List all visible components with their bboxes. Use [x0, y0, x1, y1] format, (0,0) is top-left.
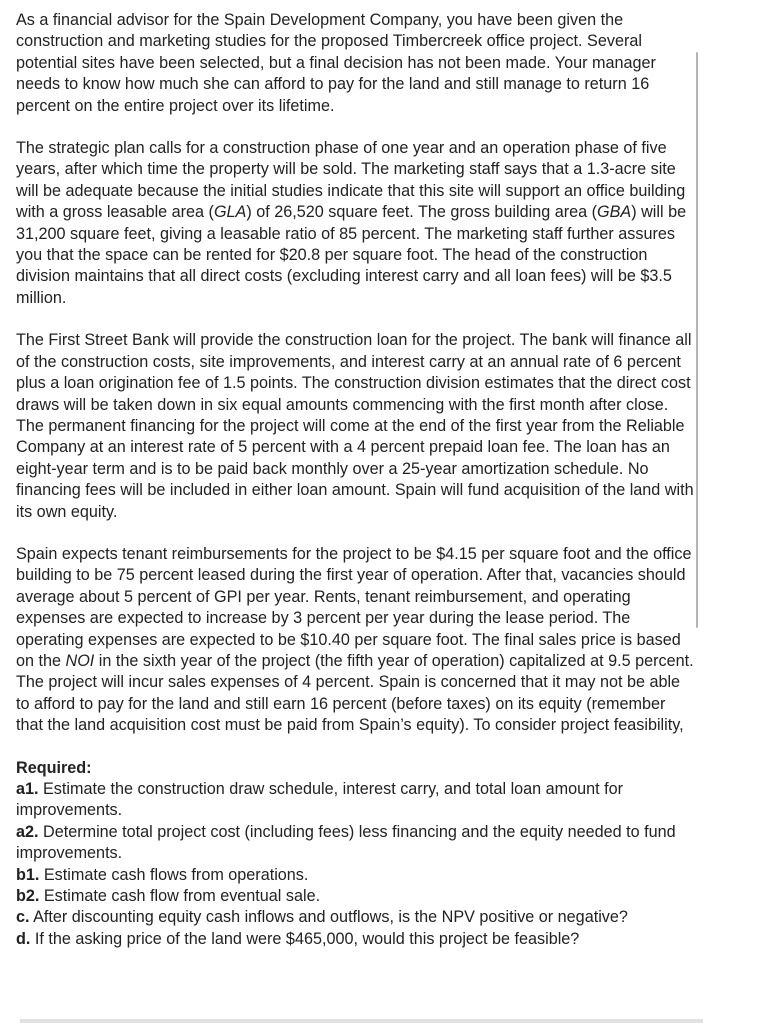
- text-run: ) will be 31,200 square feet, giving a leasable ratio of 85 percent. The marketing staff further assures you that the space can be rented for $20.8 per square foot. The head of the construction division maintains that all direct costs (excluding interest carry and all loan fees) will be $3.5 million.: [16, 203, 687, 307]
- required-item-b1: b1. Estimate cash flows from operations.: [16, 865, 309, 884]
- required-item-d: d. If the asking price of the land were $465,000, would this project be feasible?: [16, 929, 580, 948]
- horizontal-divider: [20, 1019, 703, 1023]
- text-run: in the sixth year of the project (the fifth year of operation) capitalized at 9.5 percent. The project will incur sales expenses of 4 percent. Spain is concerned that it may not be able to afford to pay for the land and still earn 16 percent (before taxes) on its equity (remember that the land acquisition cost must be paid from Spain’s equity). To consider project feasibility,: [16, 651, 694, 735]
- required-section: [16, 758, 696, 951]
- text-run: The First Street Bank will provide the construction loan for the project. The bank will finance all of the construction costs, site improvements, and interest carry at an annual rate of 6 percent plus a loan origination fee of 1.5 points. The construction division estimates that the direct cost draws will be taken down in six equal amounts commencing with the first month after close. The permanent financing for the project will come at the end of the first year from the Reliable Company at an interest rate of 5 percent with a 4 percent prepaid loan fee. The loan has an eight-year term and is to be paid back monthly over a 25-year amortization schedule. No financing fees will be included in either loan amount. Spain will fund acquisition of the land with its own equity.: [16, 331, 694, 521]
- text-run: Spain expects tenant reimbursements for the project to be $4.15 per square foot and the office building to be 75 percent leased during the first year of operation. After that, vacancies should average about 5 percent of GPI per year. Rents, tenant reimbursement, and operating expenses are expected to increase by 3 percent per year during the lease period. The operating expenses are expected to be $10.40 per square foot. The final sales price is based on the: [16, 544, 692, 670]
- paragraph-strategic-plan: [16, 138, 696, 309]
- text-run-italic: NOI: [65, 651, 95, 670]
- paragraph-intro: [16, 10, 696, 117]
- text-run-italic: GBA: [597, 203, 632, 222]
- required-title: Required:: [16, 758, 92, 777]
- text-run-italic: GLA: [213, 203, 247, 222]
- paragraph-financing: [16, 330, 696, 523]
- required-item-b2: b2. Estimate cash flow from eventual sale.: [16, 887, 321, 906]
- required-item-a2: a2. Determine total project cost (including fees) less financing and the equity needed to fund improvements.: [16, 822, 676, 863]
- text-run: ) of 26,520 square feet. The gross building area (: [246, 203, 598, 222]
- required-item-a1: a1. Estimate the construction draw schedule, interest carry, and total loan amount for improvements.: [16, 780, 624, 820]
- problem-document: [16, 10, 696, 950]
- text-run: As a financial advisor for the Spain Development Company, you have been given the construction and marketing studies for the proposed Timbercreek office project. Several potential sites have been selected, but a final decision has not been made. Your manager needs to know how much she can afford to pay for the land and still manage to return 16 percent on the entire project over its lifetime.: [16, 11, 656, 115]
- text-run: The strategic plan calls for a construction phase of one year and an operation phase of five years, after which time the property will be sold. The marketing staff says that a 1.3-acre site will be adequate because the initial studies indicate that this site will support an office building with a gross leasable area (: [16, 139, 686, 222]
- problem-text: [16, 10, 696, 737]
- required-item-c: c. After discounting equity cash inflows and outflows, is the NPV positive or negative?: [16, 908, 628, 927]
- paragraph-operations: [16, 544, 696, 737]
- vertical-scrollbar[interactable]: [696, 52, 698, 628]
